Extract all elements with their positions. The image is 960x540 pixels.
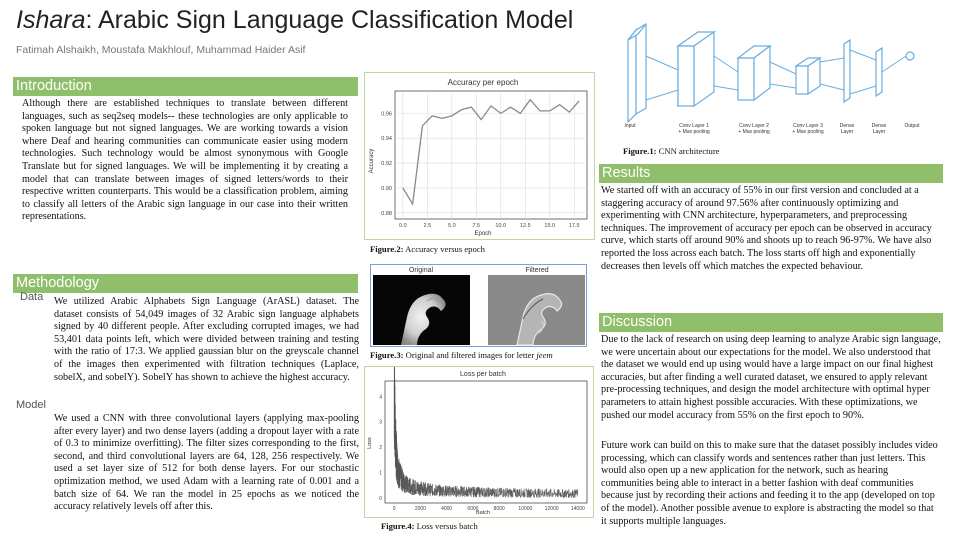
cnn-layer-label: Dense	[871, 123, 887, 129]
loss-xtick-label: 0	[392, 506, 396, 512]
figure3-caption-text: Original and filtered images for letter	[403, 350, 537, 360]
original-hand-image	[373, 275, 470, 345]
model-text: We used a CNN with three convolutional layers (applying max-pooling after every layer) and two dense layers (adding a dropout layer with a rate of 0.3 to minimize overfitting). The filter sizes corresponding to the first, second, and third convolutional layers are 64, 128, 256 respectively. We used a set layer size of 512 for both dense layers. For our stochastic optimization method, we used Adam with a learning rate of 0.001 and a batch size of 64. We ran the model in 25 epochs as we noticed the accuracy relatively levels off after this.	[54, 413, 359, 513]
figure1-caption-text: CNN architecture	[656, 146, 720, 156]
figure2-caption-text: Accuracy versus epoch	[403, 244, 485, 254]
figure3-letter: jeem	[536, 350, 553, 360]
figure1-caption	[623, 146, 720, 156]
loss-xtick-label: 8000	[493, 506, 505, 512]
hand-images	[371, 265, 586, 346]
data-text: We utilized Arabic Alphabets Sign Language (ArASL) dataset. The dataset consists of 54,049 images of 32 Arabic sign language alphabets signed by 40 different people. After excluding corrupted images, we had 53,401 data points left, which were divided between training and testing with the ratio of 17:3. We applied gaussian blur on the greyscale channel of the images then experimented with filtration techniques (Laplace, sobelX, and sobelY). SobelY has shown to achieve the highest accuracy.	[54, 296, 359, 383]
loss-chart	[365, 367, 592, 516]
data-subheading: Data	[20, 291, 44, 303]
loss-chart-title: Loss per batch	[460, 371, 506, 378]
loss-ytick-label: 1	[379, 470, 382, 477]
cnn-layer-label: Dense	[839, 123, 855, 129]
loss-xtick-label: 12000	[544, 506, 559, 512]
results-text: We started off with an accuracy of 55% in our first version and concluded at a staggering accuracy of around 97.56% after continuously optimizing and experimenting with CNN architecture, hyperparameters, and preprocessing techniques. The improvement of accuracy per epoch can be observed in accuracy curve, which starts off around 90% and shoots up to reach 96-97%. We have also reported the loss across each batch. The loss starts off high and exponentially decreases then levels off which matches the expected behaviour.	[601, 185, 932, 272]
loss-ytick-label: 4	[379, 394, 382, 401]
accuracy-chart	[365, 73, 593, 238]
cnn-layer-label: Output	[904, 123, 920, 129]
accuracy-ytick-label: 0.92	[381, 161, 392, 168]
hand-images-frame	[370, 264, 587, 347]
accuracy-xtick-label: 0.0	[399, 223, 407, 229]
loss-chart-frame	[364, 366, 594, 518]
accuracy-ytick-label: 0.90	[381, 185, 392, 192]
accuracy-xtick-label: 7.5	[472, 223, 481, 229]
discussion-text-2: Future work can build on this to make sure that the dataset possibly includes video processing, which can classify words and sentences rather than just letters. This would also open up a new application for the network, such as hearing communities being able to interact in a better fashion with deaf communities because just by recording their actions and feeding it to the app (developed on top of the model). Another possible avenue to explore is abstracting the model so that it supports multiple languages.	[601, 440, 938, 527]
figure2-label: Figure.2:	[370, 244, 404, 254]
cnn-layer-label: Layer	[840, 129, 854, 135]
accuracy-ytick-label: 0.94	[381, 136, 392, 143]
cnn-layer-label: Conv Layer 2	[739, 123, 769, 129]
filtered-hand-image	[488, 275, 585, 345]
loss-xtick-label: 14000	[570, 506, 585, 512]
loss-ytick-label: 2	[379, 445, 382, 452]
cnn-layer-label: + Max pooling	[792, 129, 824, 135]
figure3-label: Figure.3:	[370, 350, 404, 360]
accuracy-chart-ylabel: Accuracy	[369, 148, 375, 174]
loss-xtick-label: 10000	[518, 506, 533, 512]
cnn-layer-label: Conv Layer 1	[679, 123, 709, 129]
figure4-label: Figure.4:	[381, 521, 415, 531]
accuracy-chart-xlabel: Epoch	[474, 231, 492, 237]
discussion-heading: Discussion	[599, 313, 943, 332]
loss-chart-ylabel: Loss	[367, 437, 373, 449]
filtered-image-title: Filtered	[525, 267, 549, 274]
loss-ytick-label: 0	[379, 495, 382, 502]
accuracy-xtick-label: 17.5	[568, 223, 580, 229]
figure1-label: Figure.1:	[623, 146, 657, 156]
cnn-architecture-diagram	[620, 0, 940, 140]
figure2-caption	[370, 244, 485, 254]
authors: Fatimah Alshaikh, Moustafa Makhlouf, Muhammad Haider Asif	[16, 44, 306, 56]
title-rest: : Arabic Sign Language Classification Model	[85, 6, 574, 34]
title-italic: Ishara	[16, 6, 86, 34]
introduction-heading: Introduction	[13, 77, 358, 96]
model-subheading: Model	[16, 399, 46, 411]
figure4-caption-text: Loss versus batch	[414, 521, 478, 531]
figure4-caption	[381, 521, 478, 531]
cnn-layer-label: + Max pooling	[738, 129, 770, 135]
results-heading: Results	[599, 164, 943, 183]
methodology-heading: Methodology	[13, 274, 358, 293]
accuracy-ytick-label: 0.88	[381, 210, 392, 217]
input-layer-shape	[636, 24, 646, 114]
accuracy-xtick-label: 5.0	[447, 223, 456, 229]
accuracy-plot-area	[395, 91, 587, 219]
input-layer-side	[628, 30, 636, 122]
cnn-layer-label: Input	[624, 123, 636, 129]
discussion-text-1: Due to the lack of research on using deep learning to analyze Arabic sign language, we were uncertain about our expectations for the model. We also understood that the dataset we would end up using would have a large impact on our final highest accuracies, but after finding a well curated dataset, we ensured to apply relevant pre-processing techniques, and design the model architecture with optimal hyper parameters to attain highest possible accuracies. With these optimizations, we pushed our model accuracy from 55% on the first epoch to 90%.	[601, 334, 941, 421]
cnn-layer-label: Layer	[872, 129, 886, 135]
poster-title	[16, 6, 573, 35]
output-node	[906, 52, 914, 60]
accuracy-ytick-label: 0.96	[381, 111, 392, 118]
loss-ytick-label: 3	[379, 419, 382, 426]
accuracy-xtick-label: 15.0	[544, 223, 556, 229]
accuracy-xtick-label: 12.5	[519, 223, 531, 229]
accuracy-xtick-label: 10.0	[495, 223, 507, 229]
dense1-shape	[844, 40, 850, 102]
accuracy-chart-frame	[364, 72, 595, 240]
introduction-text: Although there are established techniques to translate between different languages, such as seq2seq models-- these technologies are only applicable to spoken language but not signed languages. We are working towards a vision where Deaf and hearing communities can communicate easier using modern technologies. Such technology would be almost synonymous with Google Translate but for signed languages. We will be implementing it by creating a model that can translate between images of signed letters/words to their respective written counterparts. This would be a classification problem, aiming to classify all letters of the Arabic sign language in our case into their written representations.	[22, 98, 348, 223]
dense2-shape	[876, 48, 882, 96]
loss-xtick-label: 6000	[467, 506, 479, 512]
loss-xtick-label: 4000	[441, 506, 453, 512]
loss-xtick-label: 2000	[414, 506, 426, 512]
accuracy-xtick-label: 2.5	[423, 223, 432, 229]
figure3-caption	[370, 350, 553, 360]
original-image-title: Original	[408, 267, 434, 274]
cnn-layer-label: + Max pooling	[678, 129, 710, 135]
accuracy-chart-title: Accuracy per epoch	[447, 78, 519, 87]
loss-chart-xlabel: Batch	[475, 510, 491, 516]
cnn-layer-label: Conv Layer 3	[793, 123, 823, 129]
